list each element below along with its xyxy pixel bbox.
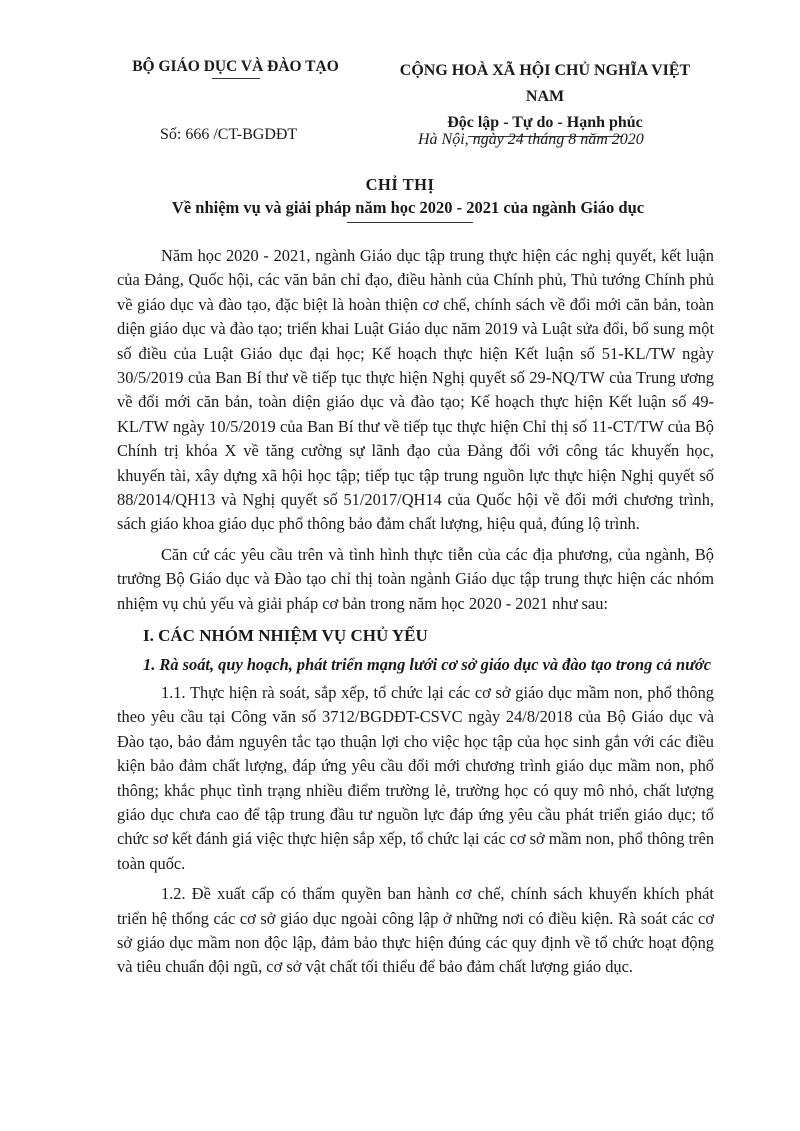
document-subtitle: Về nhiệm vụ và giải pháp năm học 2020 - 2021 của ngành Giáo dục bbox=[171, 198, 645, 217]
paragraph-1-1: 1.1. Thực hiện rà soát, sắp xếp, tổ chức lại các cơ sở giáo dục mầm non, phổ thông theo yêu cầu tại Công văn số 3712/BGDĐT-CSVC ngày 24/8/2018 của Bộ Giáo dục và Đào tạo, bảo đảm nguyên tắc tạo thuận lợi cho việc học tập của học sinh gắn với các điều kiện bảo đảm chất lượng, đáp ứng yêu cầu đổi mới chương trình giáo dục mầm non, phổ thông; khắc phục tình trạng nhiều điểm trường lẻ, trường học có quy mô nhỏ, chất lượng giáo dục chưa cao để tập trung đầu tư nguồn lực đáp ứng yêu cầu phát triển giáo dục; tổ chức sơ kết đánh giá việc thực hiện sắp xếp, tổ chức lại các cơ sở mầm non, phổ thông trên toàn quốc. bbox=[117, 682, 715, 873]
paragraph-1-2: 1.2. Đề xuất cấp có thẩm quyền ban hành cơ chế, chính sách khuyến khích phát triển hệ thống các cơ sở giáo dục ngoài công lập ở những nơi có điều kiện. Rà soát các cơ sở giáo dục mầm non độc lập, đảm bảo thực hiện đúng các quy định về tổ chức hoạt động và tiêu chuẩn đội ngũ, cơ sở vật chất tối thiểu để bảo đảm chất lượng giáo dục. bbox=[117, 884, 714, 977]
subsection-heading: 1. Rà soát, quy hoạch, phát triển mạng lưới cơ sở giáo dục và đào tạo trong cả nước bbox=[143, 654, 711, 674]
subtitle-underline bbox=[347, 222, 473, 223]
paragraph-intro: Năm học 2020 - 2021, ngành Giáo dục tập trung thực hiện các nghị quyết, kết luận của Đảng, Quốc hội, các văn bản chỉ đạo, điều hành của Chính phủ, Thủ tướng Chính phủ về giáo dục và đào tạo, đặc biệt là hoàn thiện cơ chế, chính sách về đổi mới căn bản, toàn diện giáo dục và đào tạo; triển khai Luật Giáo dục năm 2019 và Luật sửa đổi, bổ sung một số điều của Luật Giáo dục đại học; Kế hoạch thực hiện Kết luận số 51-KL/TW ngày 30/5/2019 của Ban Bí thư về tiếp tục thực hiện Nghị quyết số 29-NQ/TW của Trung ương về đổi mới căn bản, toàn diện giáo dục và đào tạo; Kế hoạch thực hiện Kết luận số 49-KL/TW ngày 10/5/2019 của Ban Bí thư về tiếp tục thực hiện Chỉ thị số 11-CT/TW của Bộ Chính trị khóa X về tăng cường sự lãnh đạo của Đảng đối với công tác khuyến học, khuyến tài, xây dựng xã hội học tập; tiếp tục tập trung nguồn lực thực hiện Nghị quyết số 88/2014/QH13 và Nghị quyết số 51/2017/QH14 của Quốc hội về đổi mới chương trình, sách giáo khoa giáo dục phổ thông bảo đảm chất lượng, hiệu quả, đúng lộ trình. bbox=[117, 246, 714, 534]
place-date: Hà Nội, ngày 24 tháng 8 năm 2020 bbox=[418, 131, 644, 148]
document-title: CHỈ THỊ bbox=[365, 175, 435, 194]
nation-name: CỘNG HOÀ XÃ HỘI CHỦ NGHĨA VIỆT NAM bbox=[399, 62, 691, 105]
document-number: Số: 666 /CT-BGDĐT bbox=[160, 126, 298, 143]
document-body bbox=[117, 244, 714, 980]
ministry-underline bbox=[212, 78, 260, 79]
section-heading: I. CÁC NHÓM NHIỆM VỤ CHỦ YẾU bbox=[143, 626, 428, 646]
ministry-name: BỘ GIÁO DỤC VÀ ĐÀO TẠO bbox=[132, 58, 339, 75]
national-header bbox=[385, 58, 705, 137]
ministry-header bbox=[128, 58, 343, 79]
paragraph-basis: Căn cứ các yêu cầu trên và tình hình thực tiễn của các địa phương, của ngành, Bộ trưởng Bộ Giáo dục và Đào tạo chỉ thị toàn ngành Giáo dục tập trung thực hiện các nhóm nhiệm vụ chủ yếu và giải pháp cơ bản trong năm học 2020 - 2021 như sau: bbox=[117, 544, 714, 613]
national-motto: Độc lập - Tự do - Hạnh phúc bbox=[447, 114, 643, 131]
